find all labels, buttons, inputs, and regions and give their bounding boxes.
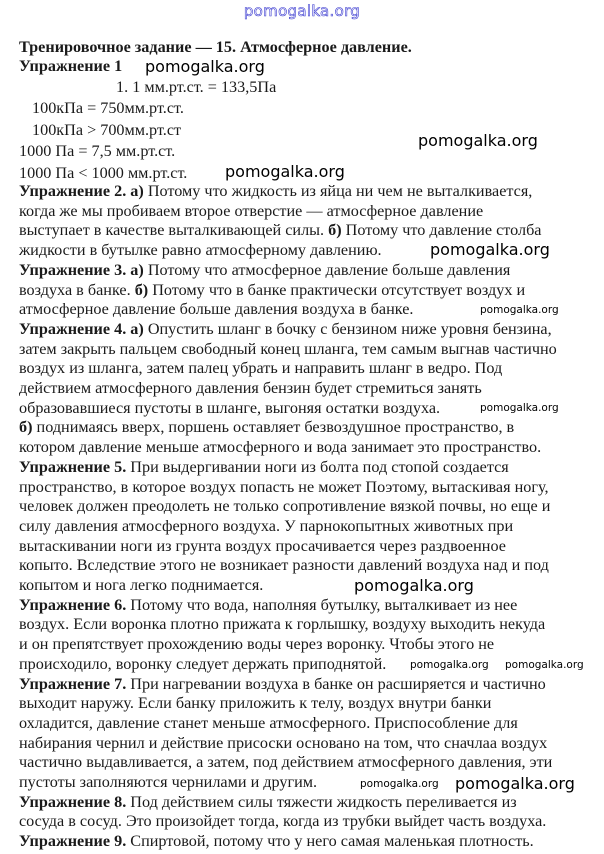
watermark: pomogalka.org (360, 778, 439, 790)
text-segment: воздуха в банке. (19, 280, 135, 299)
exercise-label: Упражнение 1 (19, 57, 123, 75)
text-line (19, 142, 175, 161)
text-line (19, 537, 506, 556)
text-segment: воздух из шланга, затем палец убрать и направить шланг в ведро. Под (19, 359, 503, 378)
text-segment: охладится, давление станет меньше атмосферного. Приспособление для (19, 713, 518, 732)
text-segment: Потому что вода, наполняя бутылку, выталкивает из нее (126, 595, 518, 614)
text-segment: и он препятствует прохождению воды через воронку. Чтобы этого не (19, 635, 495, 654)
exercise-label: Упражнение 5. (19, 457, 127, 476)
text-line (19, 675, 546, 694)
text-line (19, 714, 518, 733)
text-segment: Потому что давление столба (341, 221, 542, 240)
text-segment: воздух. Если воронка плотно прижата к горлышку, воздуху выходить некуда (19, 615, 546, 634)
text-line (32, 99, 184, 118)
watermark: pomogalka.org (145, 57, 265, 76)
text-line (19, 635, 494, 654)
exercise-label: Упражнение 4. а) (19, 319, 144, 338)
watermark: pomogalka.org (480, 402, 559, 414)
text-line (19, 734, 547, 753)
text-line (19, 202, 483, 221)
exercise-label: Упражнение 3. а) (19, 260, 144, 279)
text-line (19, 458, 509, 477)
text-segment: 100кПа > 700мм.рт.ст (32, 121, 182, 139)
text-line (19, 812, 546, 831)
text-segment: жидкости в бутылке равно атмосферному давлению. (19, 241, 382, 260)
text-line (19, 300, 413, 319)
exercise-label: Упражнение 8. (19, 792, 127, 811)
watermark: pomogalka.org (455, 774, 575, 793)
text-line (19, 241, 382, 260)
text-line (19, 182, 532, 201)
text-segment: действием атмосферного давления бензин будет стремиться занять (19, 379, 482, 397)
text-segment: атмосферное давление больше давления воздуха в банке. (19, 300, 414, 319)
text-line (19, 655, 386, 674)
exercise-label: б) (134, 280, 149, 299)
text-line (19, 556, 549, 575)
watermark: pomogalka.org (354, 576, 474, 595)
document-title (19, 38, 412, 57)
text-segment: поднимаясь вверх, поршень оставляет безвоздушное пространство, в (32, 418, 515, 437)
text-segment: 1000 Па = 7,5 мм.рт.ст. (19, 142, 176, 160)
text-segment: При выдергивании ноги из болта под стопой создается (126, 457, 509, 476)
text-segment: сосуда в сосуд. Это произойдет тогда, когда из трубки выйдет часть воздуха. (19, 812, 547, 831)
text-line (19, 359, 502, 378)
text-line (19, 517, 513, 536)
text-segment: копытом и нога легко поднимается. (19, 576, 264, 594)
text-line (19, 57, 122, 76)
exercise-label: Упражнение 6. (19, 595, 127, 614)
text-segment: Потому что жидкость из яйца ни чем не выталкивается, (143, 182, 533, 200)
text-line (19, 497, 550, 516)
text-line (116, 78, 276, 97)
text-line (19, 399, 440, 418)
text-segment: 100кПа = 750мм.рт.ст. (32, 99, 184, 117)
text-line (19, 596, 517, 615)
watermark: pomogalka.org (480, 304, 559, 316)
text-segment: копыто. Вследствие этого не возникает разности давлений воздуха над и под (19, 556, 549, 575)
text-segment: частично выдавливается, а затем, под действием атмосферного давления, эти (19, 753, 553, 772)
text-segment: Спиртовой, потому что у него самая маленькая плотность. (126, 832, 534, 851)
exercise-label: Тренировочное задание — 15. Атмосферное давление. (19, 38, 412, 56)
text-line (19, 615, 545, 634)
watermark: pomogalka.org (410, 659, 489, 671)
text-line (19, 379, 482, 398)
text-line (19, 793, 517, 812)
text-segment: человек должен преодолеть не только сопротивление вязкой почвы, но еще и (19, 497, 551, 516)
text-segment: Потому что в банке практически отсутствует воздух и (148, 280, 526, 299)
text-segment: происходило, воронку следует держать приподнятой. (19, 654, 387, 673)
text-line (19, 221, 542, 240)
text-line (19, 753, 552, 772)
text-segment: затем закрыть пальцем свободный конец шланга, тем самым выгнав частично (19, 339, 557, 358)
text-line (32, 121, 181, 140)
text-segment: При нагревании воздуха в банке он расширяется и частично (126, 674, 546, 693)
watermark: pomogalka.org (418, 131, 538, 150)
text-segment: 1000 Па < 1000 мм.рт.ст. (19, 164, 188, 182)
exercise-label: б) (328, 221, 342, 240)
text-segment: пространство, в которое воздух попасть не может Поэтому, вытаскивая ногу, (19, 477, 549, 496)
watermark: pomogalka.org (430, 240, 550, 259)
text-segment: Под действием силы тяжести жидкость переливается из (126, 792, 517, 811)
exercise-label: Упражнение 2. а) (19, 182, 144, 200)
text-segment: выходит наружу. Если банку приложить к телу, воздух внутри банки (19, 694, 492, 713)
text-segment: Опустить шланг в бочку с бензином ниже уровня бензина, (143, 319, 552, 338)
text-segment: образовавшиеся пустоты в шланге, выгоняя остатки воздуха. (19, 398, 441, 417)
text-line (19, 478, 549, 497)
text-line (19, 164, 187, 183)
text-segment: вытаскивании ноги из грунта воздух просачивается через раздвоенное (19, 536, 506, 555)
text-line (19, 261, 510, 280)
watermark: pomogalka.org (225, 162, 345, 181)
text-line (19, 832, 534, 851)
text-line (19, 773, 317, 792)
text-segment: силу давления атмосферного воздуха. У парнокопытных животных при (19, 516, 514, 535)
text-segment: Потому что атмосферное давление больше давления (143, 260, 511, 279)
text-segment: выступает в качестве выталкивающей силы. (19, 221, 329, 240)
exercise-label: Упражнение 9. (19, 832, 127, 851)
exercise-label: б) (19, 418, 33, 437)
text-segment: 1. 1 мм.рт.ст. = 133,5Па (116, 78, 277, 96)
text-segment: когда же мы пробиваем второе отверстие — атмосферное давление (19, 201, 484, 220)
text-segment: набирания чернил и действие присоски основано на том, что сначлаа воздух (19, 733, 548, 752)
text-line (19, 576, 263, 595)
watermark: pomogalka.org (505, 659, 584, 671)
text-segment: котором давление меньше атмосферного и вода занимает это пространство. (19, 438, 542, 457)
text-line (19, 281, 525, 300)
text-line (19, 340, 557, 359)
text-segment: пустоты заполняются чернилами и другим. (19, 773, 318, 791)
exercise-label: Упражнение 7. (19, 674, 127, 693)
text-line (19, 438, 541, 457)
text-line (19, 694, 491, 713)
text-line (19, 320, 552, 339)
text-line (19, 418, 514, 437)
watermark-header: pomogalka.org (243, 2, 361, 20)
